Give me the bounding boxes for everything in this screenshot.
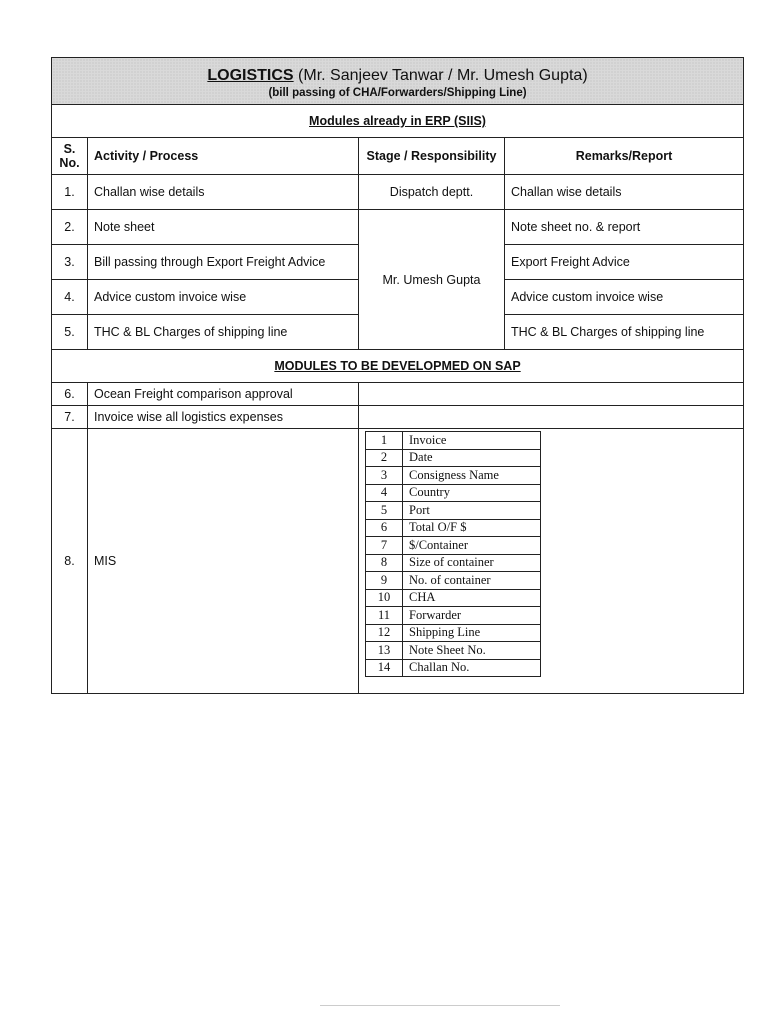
mis-field-number: 13	[366, 642, 403, 660]
mis-fields-table	[365, 431, 541, 677]
mis-field-row	[366, 449, 541, 467]
row-stage-merged: Mr. Umesh Gupta	[359, 210, 505, 350]
row-remarks: THC & BL Charges of shipping line	[505, 315, 744, 350]
table-row	[52, 210, 744, 245]
mis-field-number: 8	[366, 554, 403, 572]
row-activity: Challan wise details	[88, 175, 359, 210]
mis-field-row	[366, 554, 541, 572]
mis-field-row	[366, 467, 541, 485]
mis-field-number: 9	[366, 572, 403, 590]
mis-field-label: Note Sheet No.	[403, 642, 541, 660]
mis-field-label: Forwarder	[403, 607, 541, 625]
mis-field-row	[366, 607, 541, 625]
mis-field-label: Port	[403, 502, 541, 520]
mis-field-number: 11	[366, 607, 403, 625]
mis-field-label: Total O/F $	[403, 519, 541, 537]
mis-field-row	[366, 519, 541, 537]
mis-field-number: 2	[366, 449, 403, 467]
mis-field-number: 5	[366, 502, 403, 520]
row-activity: Advice custom invoice wise	[88, 280, 359, 315]
table-row	[52, 406, 744, 429]
mis-field-label: Shipping Line	[403, 624, 541, 642]
mis-field-number: 10	[366, 589, 403, 607]
mis-fields-cell	[359, 429, 744, 694]
section-sap-title: MODULES TO BE DEVELOPMED ON SAP	[52, 350, 744, 383]
mis-field-label: Challan No.	[403, 659, 541, 677]
row-number: 7.	[52, 406, 88, 429]
mis-field-label: Invoice	[403, 432, 541, 450]
page-edge-line	[320, 1005, 560, 1006]
row-number: 6.	[52, 383, 88, 406]
row-number: 1.	[52, 175, 88, 210]
column-header-row	[52, 138, 744, 175]
row-number: 8.	[52, 429, 88, 694]
row-activity: Ocean Freight comparison approval	[88, 383, 359, 406]
row-number: 4.	[52, 280, 88, 315]
table-row	[52, 383, 744, 406]
row-empty-cell	[359, 383, 744, 406]
mis-field-label: $/Container	[403, 537, 541, 555]
title-banner	[52, 58, 744, 105]
title-logistics: LOGISTICS	[207, 66, 294, 84]
mis-field-number: 3	[366, 467, 403, 485]
mis-field-label: Country	[403, 484, 541, 502]
row-stage: Dispatch deptt.	[359, 175, 505, 210]
mis-field-row	[366, 659, 541, 677]
table-row	[52, 175, 744, 210]
mis-field-row	[366, 589, 541, 607]
logistics-table	[51, 57, 744, 694]
row-activity: Bill passing through Export Freight Advice	[88, 245, 359, 280]
mis-field-number: 4	[366, 484, 403, 502]
table-row-mis	[52, 429, 744, 694]
row-number: 5.	[52, 315, 88, 350]
row-remarks: Advice custom invoice wise	[505, 280, 744, 315]
mis-field-label: Consigness Name	[403, 467, 541, 485]
title-owners: (Mr. Sanjeev Tanwar / Mr. Umesh Gupta)	[293, 66, 588, 84]
mis-field-row	[366, 432, 541, 450]
mis-field-label: Date	[403, 449, 541, 467]
logistics-sheet	[51, 57, 743, 694]
document-subtitle: (bill passing of CHA/Forwarders/Shipping Line)	[268, 86, 527, 99]
mis-field-row	[366, 502, 541, 520]
row-remarks: Challan wise details	[505, 175, 744, 210]
col-header-stage: Stage / Responsibility	[359, 138, 505, 175]
mis-field-label: CHA	[403, 589, 541, 607]
row-empty-cell	[359, 406, 744, 429]
mis-field-row	[366, 537, 541, 555]
row-remarks: Note sheet no. & report	[505, 210, 744, 245]
mis-field-number: 7	[366, 537, 403, 555]
mis-field-number: 6	[366, 519, 403, 537]
col-header-activity: Activity / Process	[88, 138, 359, 175]
row-number: 2.	[52, 210, 88, 245]
mis-field-number: 1	[366, 432, 403, 450]
row-number: 3.	[52, 245, 88, 280]
section-erp-title: Modules already in ERP (SIIS)	[52, 105, 744, 138]
mis-field-row	[366, 642, 541, 660]
row-activity: Note sheet	[88, 210, 359, 245]
mis-field-label: No. of container	[403, 572, 541, 590]
mis-field-number: 14	[366, 659, 403, 677]
row-activity: Invoice wise all logistics expenses	[88, 406, 359, 429]
mis-field-number: 12	[366, 624, 403, 642]
mis-field-label: Size of container	[403, 554, 541, 572]
document-title	[52, 66, 743, 86]
row-remarks: Export Freight Advice	[505, 245, 744, 280]
mis-field-row	[366, 484, 541, 502]
row-activity: THC & BL Charges of shipping line	[88, 315, 359, 350]
row-activity: MIS	[88, 429, 359, 694]
col-header-sno: S. No.	[52, 138, 88, 175]
mis-field-row	[366, 572, 541, 590]
col-header-remarks: Remarks/Report	[505, 138, 744, 175]
mis-field-row	[366, 624, 541, 642]
